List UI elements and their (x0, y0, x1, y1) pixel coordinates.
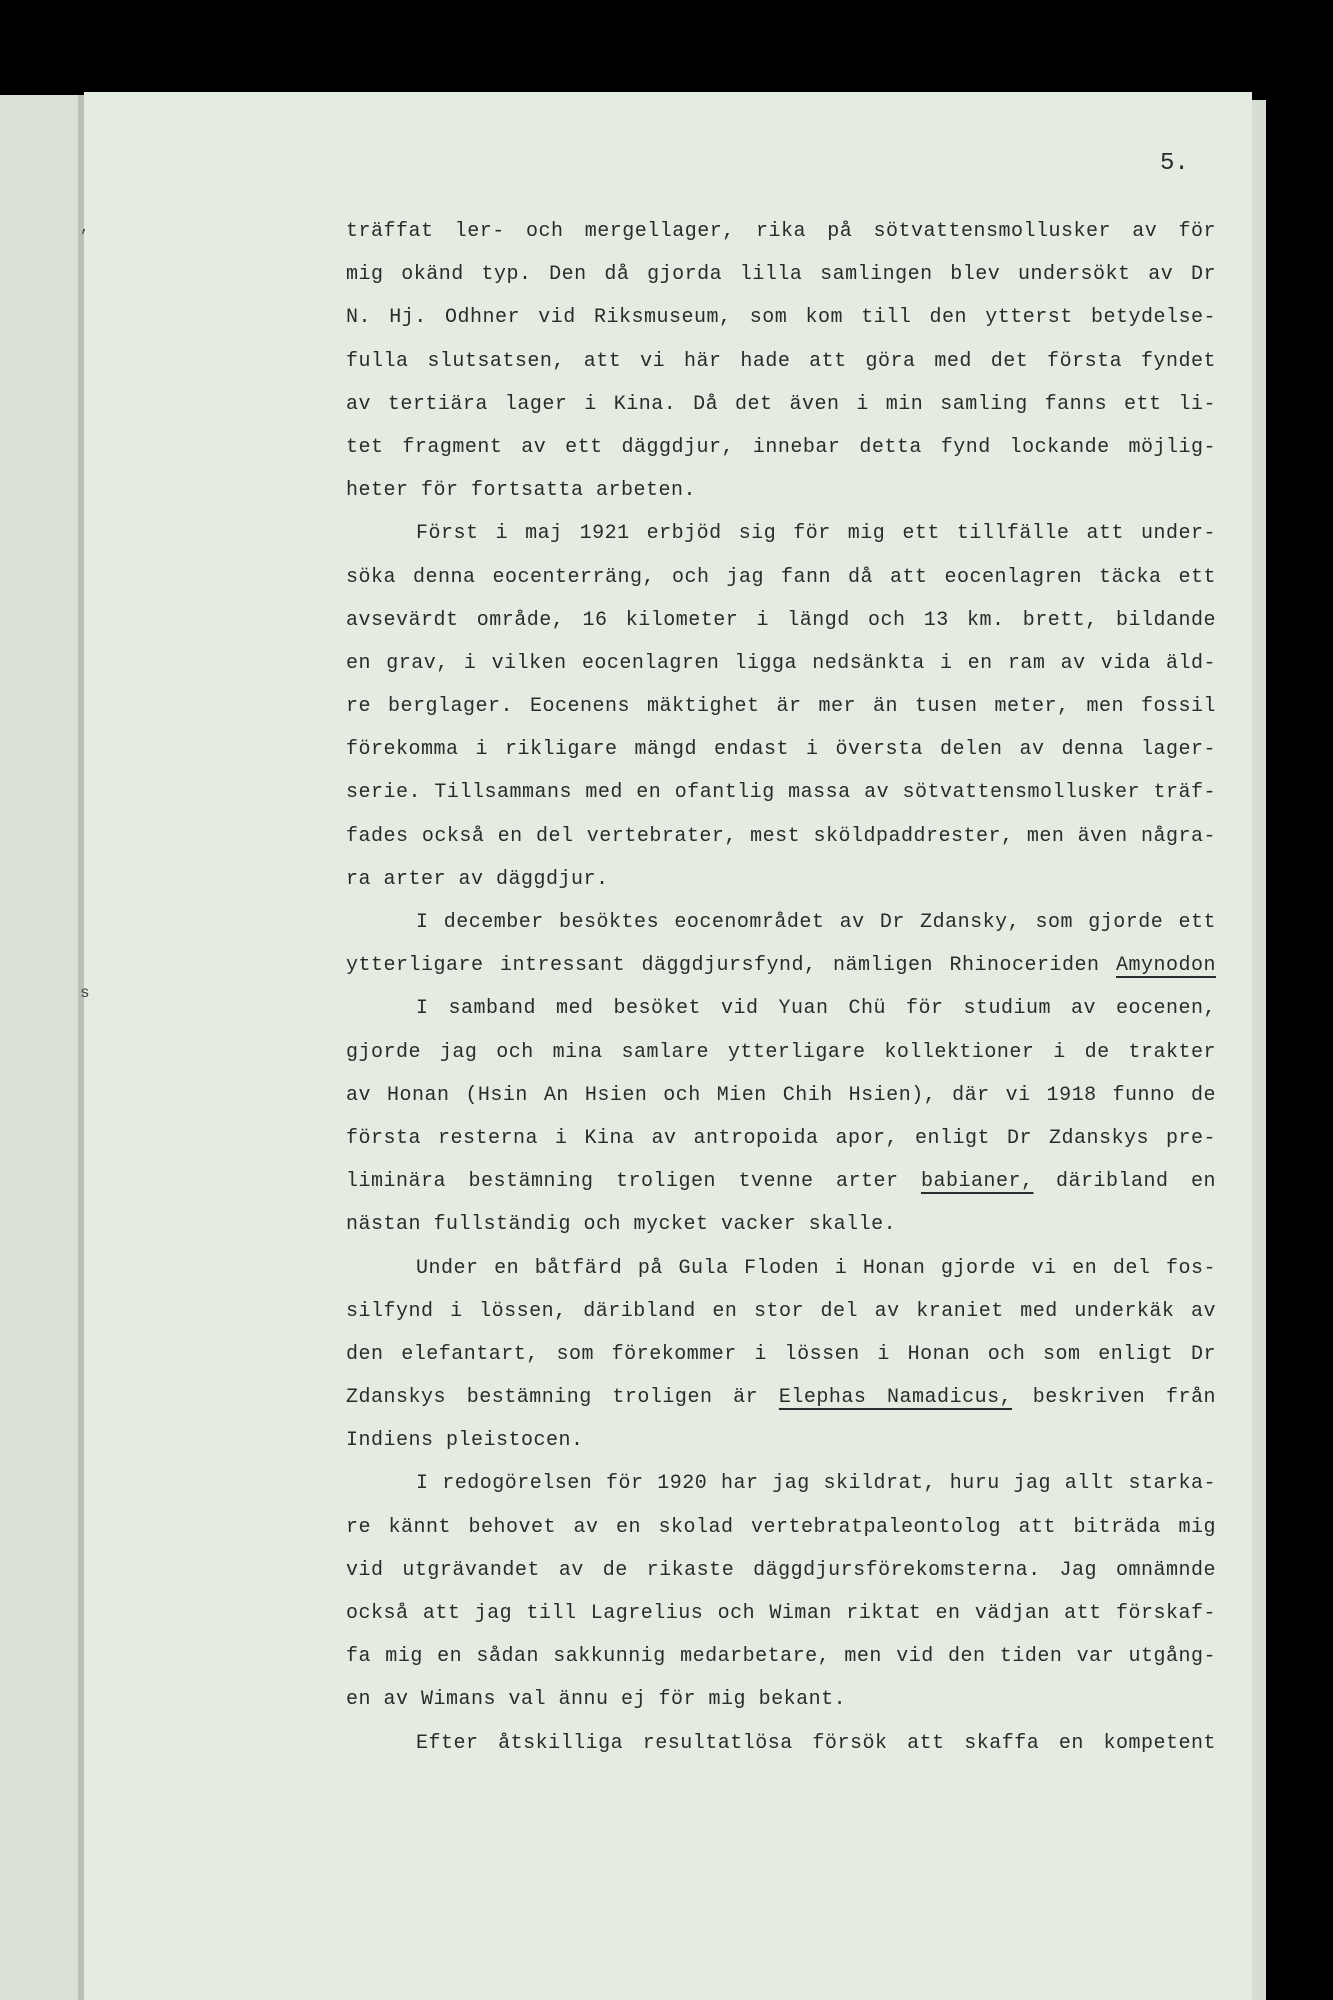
text-line (346, 1247, 1216, 1290)
text-line (346, 383, 1216, 426)
line-text: liminära bestämning troligen tvenne arter (346, 1170, 921, 1194)
text-line (346, 642, 1216, 685)
line-text: söka denna eocenterräng, och jag fann då att eocenlagren täcka ett (346, 565, 1216, 589)
text-line (346, 1117, 1216, 1160)
text-line (346, 1074, 1216, 1117)
text-line (346, 728, 1216, 771)
line-text: re berglager. Eocenens mäktighet är mer än tusen meter, men fossil (346, 695, 1216, 719)
text-line (346, 1462, 1216, 1505)
line-text: vid utgrävandet av de rikaste däggdjursförekomsterna. Jag omnämnde (346, 1558, 1216, 1582)
text-line (346, 340, 1216, 383)
line-text-continued: däribland en (1033, 1170, 1216, 1194)
line-text: av tertiära lager i Kina. Då det även i min samling fanns ett li- (346, 392, 1216, 416)
line-text: en av Wimans val ännu ej för mig bekant. (346, 1688, 847, 1712)
text-line (346, 1506, 1216, 1549)
line-text: gjorde jag och mina samlare ytterligare kollektioner i de trakter (346, 1040, 1216, 1064)
page-number: 5. (1160, 150, 1189, 177)
underlined-term: babianer, (920, 1170, 1034, 1194)
line-text: I redogörelsen för 1920 har jag skildrat, huru jag allt starka- (416, 1472, 1216, 1496)
body-text (346, 210, 1216, 1765)
line-text: fades också en del vertebrater, mest sköldpaddrester, men även några- (346, 824, 1216, 848)
line-text: Zdanskys bestämning troligen är (346, 1386, 779, 1410)
underlined-term: Amynodon (1115, 954, 1216, 978)
underlined-term: Elephas Namadicus, (778, 1386, 1013, 1410)
line-text: Under en båtfärd på Gula Floden i Honan gjorde vi en del fos- (416, 1256, 1216, 1280)
text-line (346, 599, 1216, 642)
text-line (346, 1290, 1216, 1333)
left-page-sliver (0, 95, 80, 2000)
line-text: silfynd i lössen, däribland en stor del av kraniet med underkäk av (346, 1299, 1216, 1323)
text-line (346, 685, 1216, 728)
line-text-continued: beskriven från (1012, 1386, 1216, 1410)
line-text: tet fragment av ett däggdjur, innebar detta fynd lockande möjlig- (346, 435, 1216, 459)
line-text: förekomma i rikligare mängd endast i översta delen av denna lager- (346, 738, 1216, 762)
line-text: I samband med besöket vid Yuan Chü för studium av eocenen, (416, 997, 1216, 1021)
line-text: re kännt behovet av en skolad vertebratpaleontolog att biträda mig (346, 1515, 1216, 1539)
line-text: Indiens pleistocen. (346, 1429, 584, 1453)
text-line (346, 1419, 1216, 1462)
line-text: N. Hj. Odhner vid Riksmuseum, som kom till den ytterst betydelse- (346, 306, 1216, 330)
text-line (346, 1203, 1216, 1246)
line-text: heter för fortsatta arbeten. (346, 479, 697, 503)
line-text: I december besöktes eocenområdet av Dr Zdansky, som gjorde ett (416, 911, 1216, 934)
text-line (346, 901, 1216, 944)
line-text: ra arter av däggdjur. (346, 867, 609, 891)
margin-mark: s (80, 984, 90, 1002)
text-line (346, 1031, 1216, 1074)
text-line (346, 556, 1216, 599)
line-text: serie. Tillsammans med en ofantlig massa av sötvattensmollusker träf- (346, 781, 1216, 805)
line-text: den elefantart, som förekommer i lössen i Honan och som enligt Dr (346, 1342, 1216, 1366)
text-line (346, 469, 1216, 512)
text-line (346, 1549, 1216, 1592)
line-text: fulla slutsatsen, att vi här hade att göra med det första fyndet (346, 349, 1216, 373)
text-line (346, 1635, 1216, 1678)
line-text: första resterna i Kina av antropoida apor, enligt Dr Zdanskys pre- (346, 1126, 1216, 1150)
text-line (346, 1160, 1216, 1203)
text-line (346, 815, 1216, 858)
line-text: avsevärdt område, 16 kilometer i längd och 13 km. brett, bildande (346, 608, 1216, 632)
line-text: fa mig en sådan sakkunnig medarbetare, men vid den tiden var utgång- (346, 1645, 1216, 1669)
text-line (346, 512, 1216, 555)
text-line (346, 1722, 1216, 1765)
underlying-sheet-edge (1252, 100, 1266, 2000)
line-text: nästan fullständig och mycket vacker skalle. (346, 1213, 897, 1237)
text-line (346, 253, 1216, 296)
line-text: av Honan (Hsin An Hsien och Mien Chih Hsien), där vi 1918 funno de (346, 1083, 1216, 1107)
text-line (346, 1678, 1216, 1721)
margin-mark: , (80, 218, 90, 236)
line-text: träffat ler- och mergellager, rika på sötvattensmollusker av för (346, 220, 1216, 243)
text-line (346, 1376, 1216, 1419)
text-line (346, 1592, 1216, 1635)
line-text: Först i maj 1921 erbjöd sig för mig ett tillfälle att under- (416, 522, 1216, 546)
line-text: mig okänd typ. Den då gjorda lilla samlingen blev undersökt av Dr (346, 263, 1216, 287)
line-text: ytterligare intressant däggdjursfynd, nämligen Rhinoceriden (346, 954, 1116, 978)
text-line (346, 944, 1216, 987)
line-text: också att jag till Lagrelius och Wiman riktat en vädjan att förskaf- (346, 1602, 1216, 1625)
text-line (346, 771, 1216, 814)
text-line (346, 210, 1216, 253)
text-line (346, 858, 1216, 901)
text-line (346, 296, 1216, 339)
text-line (346, 1333, 1216, 1376)
text-line (346, 987, 1216, 1030)
text-line (346, 426, 1216, 469)
line-text: Efter åtskilliga resultatlösa försök att skaffa en kompetent (416, 1731, 1216, 1755)
line-text: en grav, i vilken eocenlagren ligga nedsänkta i en ram av vida äld- (346, 651, 1216, 675)
